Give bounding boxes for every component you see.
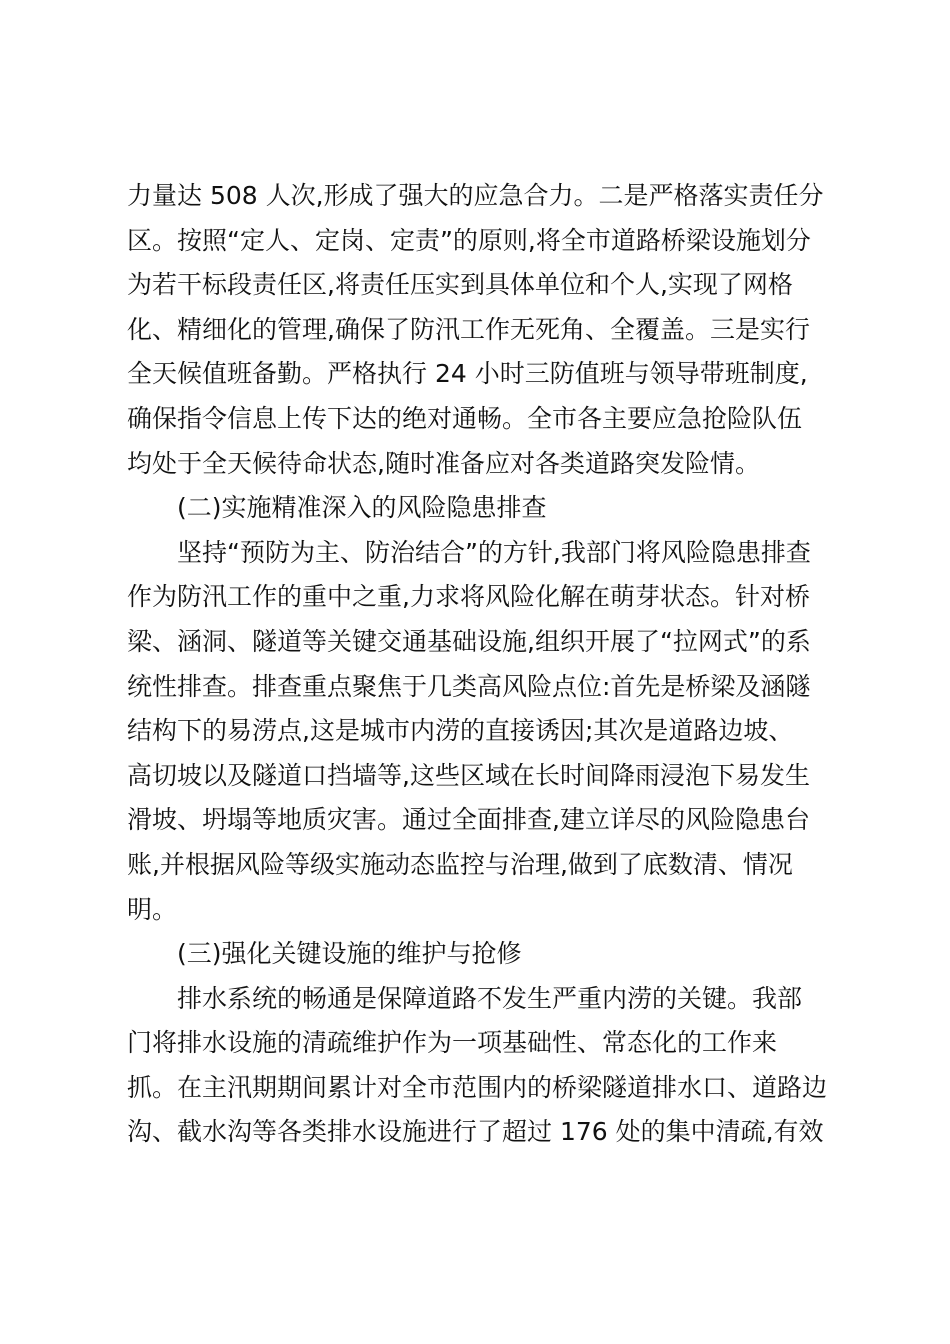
paragraph-first-line: 坚持“预防为主、防治结合”的方针,我部门将风险隐患排查 <box>177 537 811 567</box>
text-line: 结构下的易涝点,这是城市内涝的直接诱因;其次是道路边坡、 <box>127 716 794 746</box>
text-line: 化、精细化的管理,确保了防汛工作无死角、全覆盖。三是实行 <box>127 314 810 344</box>
text-line: 均处于全天候待命状态,随时准备应对各类道路突发险情。 <box>127 448 760 478</box>
text-line: 力量达 508 人次,形成了强大的应急合力。二是严格落实责任分 <box>127 181 824 210</box>
text-line: 作为防汛工作的重中之重,力求将风险化解在萌芽状态。针对桥 <box>127 582 810 612</box>
text-line: 梁、涵洞、隧道等关键交通基础设施,组织开展了“拉网式”的系 <box>127 626 811 656</box>
body-text <box>127 174 839 1155</box>
text-line: 抓。在主汛期期间累计对全市范围内的桥梁隧道排水口、道路边 <box>127 1072 828 1102</box>
paragraph-first-line: 排水系统的畅通是保障道路不发生严重内涝的关键。我部 <box>177 983 803 1013</box>
text-line: 门将排水设施的清疏维护作为一项基础性、常态化的工作来 <box>127 1028 778 1058</box>
text-line: 沟、截水沟等各类排水设施进行了超过 176 处的集中清疏,有效 <box>127 1117 824 1147</box>
text-line: 账,并根据风险等级实施动态监控与治理,做到了底数清、情况 <box>127 849 793 879</box>
text-line: 区。按照“定人、定岗、定责”的原则,将全市道路桥梁设施划分 <box>127 225 811 255</box>
text-line: 统性排查。排查重点聚焦于几类高风险点位:首先是桥梁及涵隧 <box>127 671 811 701</box>
text-line: 明。 <box>127 894 178 924</box>
text-line: 确保指令信息上传下达的绝对通畅。全市各主要应急抢险队伍 <box>127 403 803 433</box>
section-heading: (二)实施精准深入的风险隐患排查 <box>177 493 547 523</box>
text-line: 为若干标段责任区,将责任压实到具体单位和个人,实现了网格 <box>127 270 793 300</box>
text-line: 全天候值班备勤。严格执行 24 小时三防值班与领导带班制度, <box>127 359 808 389</box>
text-line: 高切坡以及隧道口挡墙等,这些区域在长时间降雨浸泡下易发生 <box>127 760 810 790</box>
text-line: 滑坡、坍塌等地质灾害。通过全面排查,建立详尽的风险隐患台 <box>127 805 810 835</box>
section-heading: (三)强化关键设施的维护与抢修 <box>177 939 522 969</box>
